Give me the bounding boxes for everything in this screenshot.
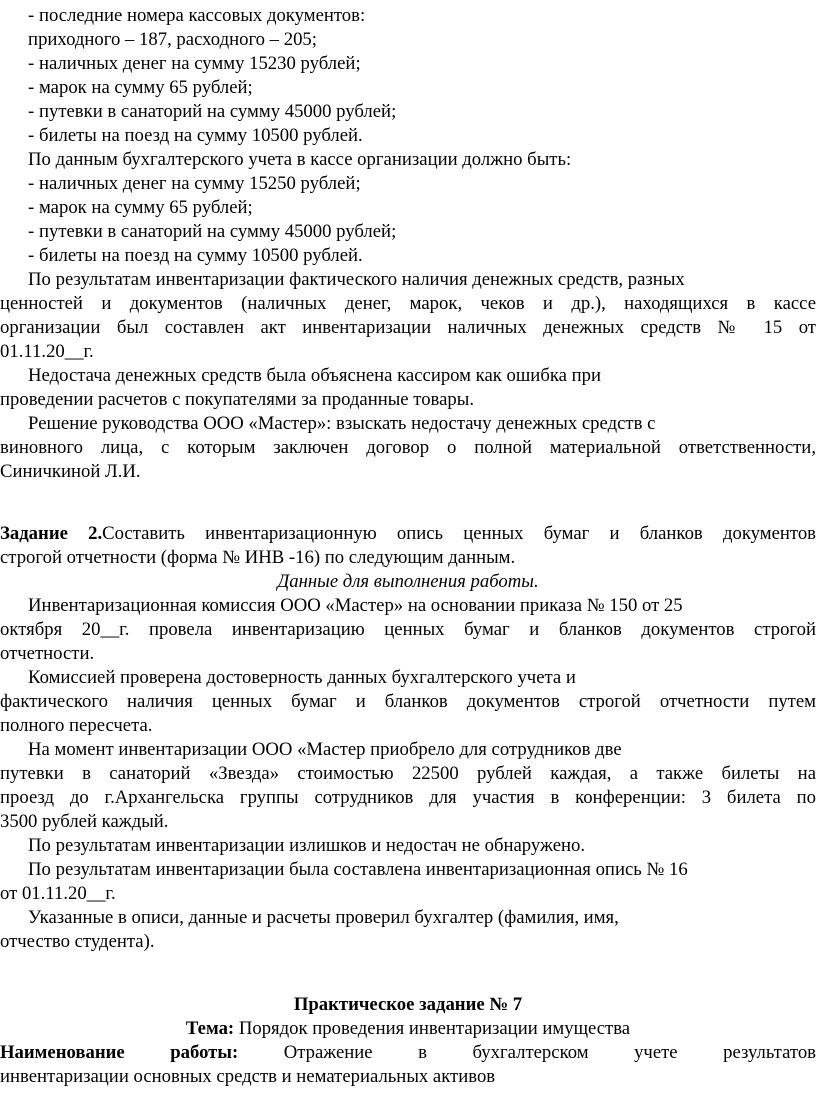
text-line: ценностей и документов (наличных денег, марок, чеков и др.), находящихся в кассе: [0, 293, 816, 314]
topic-text: Порядок проведения инвентаризации имущества: [234, 1018, 631, 1039]
work-name-line: [0, 1041, 816, 1065]
text-line: - последние номера кассовых документов:: [0, 5, 366, 26]
text-line: Синичкиной Л.И.: [0, 461, 141, 482]
text-line: приходного – 187, расходного – 205;: [0, 29, 317, 50]
text-line: фактического наличия ценных бумаг и бланков документов строгой отчетности путем: [0, 691, 816, 712]
task-2-label: Задание 2.: [0, 523, 103, 544]
text-line: проезд до г.Архангельска группы сотрудников для участия в конференции: 3 билета по: [0, 787, 816, 808]
practical-task-title: Практическое задание № 7: [293, 994, 523, 1015]
text-line: 3500 рублей каждый.: [0, 811, 169, 832]
text-line: Инвентаризационная комиссия ООО «Мастер» на основании приказа № 150 от 25: [0, 595, 683, 616]
text-line: Недостача денежных средств была объяснена кассиром как ошибка при: [0, 365, 601, 386]
text-line: отчетности.: [0, 643, 95, 664]
text-line: - марок на сумму 65 рублей;: [0, 77, 253, 98]
text-line: Комиссией проверена достоверность данных бухгалтерского учета и: [0, 667, 576, 688]
text-line: - путевки в санаторий на сумму 45000 рублей;: [0, 101, 397, 122]
text-line: организации был составлен акт инвентаризации наличных денежных средств № 15 от: [0, 317, 816, 338]
text-line: полного пересчета.: [0, 715, 153, 736]
text-line: - наличных денег на сумму 15250 рублей;: [0, 173, 361, 194]
text-line: отчество студента).: [0, 931, 155, 952]
text-line: 01.11.20__г.: [0, 341, 94, 362]
text-line: инвентаризации основных средств и нематериальных активов: [0, 1066, 496, 1087]
text-line: - билеты на поезд на сумму 10500 рублей.: [0, 125, 363, 146]
topic-line: [0, 1017, 816, 1041]
text-line: - марок на сумму 65 рублей;: [0, 197, 253, 218]
work-name-text: Отражение в бухгалтерском учете результатов: [238, 1042, 816, 1063]
text-line: Решение руководства ООО «Мастер»: взыскать недостачу денежных средств с: [0, 413, 656, 434]
text-line: - наличных денег на сумму 15230 рублей;: [0, 53, 361, 74]
task-2-heading-line: [0, 522, 816, 546]
text-line: - билеты на поезд на сумму 10500 рублей.: [0, 245, 363, 266]
text-line: - путевки в санаторий на сумму 45000 рублей;: [0, 221, 397, 242]
text-line: На момент инвентаризации ООО «Мастер приобрело для сотрудников две: [0, 739, 622, 760]
text-line: виновного лица, с которым заключен договор о полной материальной ответственности,: [0, 437, 816, 458]
text-line: от 01.11.20__г.: [0, 883, 116, 904]
data-subheading: Данные для выполнения работы.: [277, 571, 539, 592]
text-line: По результатам инвентаризации излишков и недостач не обнаружено.: [0, 835, 586, 856]
text-line: Указанные в описи, данные и расчеты проверил бухгалтер (фамилия, имя,: [0, 907, 619, 928]
topic-label: Тема:: [185, 1018, 235, 1039]
text-line: По результатам инвентаризации была составлена инвентаризационная опись № 16: [0, 859, 688, 880]
text-line: путевки в санаторий «Звезда» стоимостью 22500 рублей каждая, а также билеты на: [0, 763, 816, 784]
text-line: По результатам инвентаризации фактического наличия денежных средств, разных: [0, 269, 685, 290]
text-line: октября 20__г. провела инвентаризацию ценных бумаг и бланков документов строгой: [0, 619, 816, 640]
text-line: проведении расчетов с покупателями за проданные товары.: [0, 389, 475, 410]
work-name-label: Наименование работы:: [0, 1042, 239, 1063]
text-line: строгой отчетности (форма № ИНВ -16) по следующим данным.: [0, 547, 516, 568]
task-2-text: Составить инвентаризационную опись ценных бумаг и бланков документов: [102, 523, 816, 544]
text-line: По данным бухгалтерского учета в кассе организации должно быть:: [0, 149, 572, 170]
